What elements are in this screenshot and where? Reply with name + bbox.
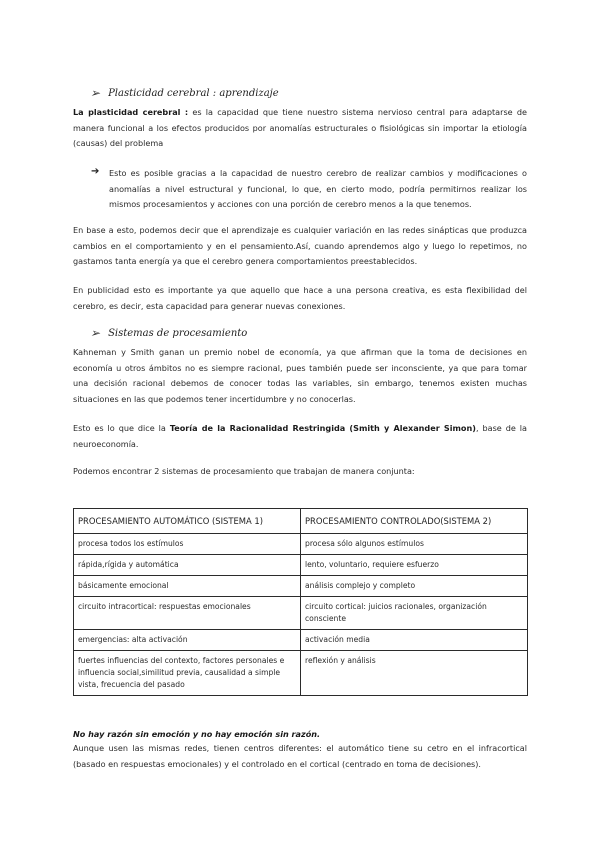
section-heading-processing: [90, 326, 247, 340]
header-system-1: PROCESAMIENTO AUTOMÁTICO (SISTEMA 1): [74, 509, 301, 534]
theory-name: Teoría de la Racionalidad Restringida (Smith y Alexander Simon): [169, 423, 476, 433]
table-cell: activación media: [301, 630, 528, 651]
table-cell: básicamente emocional: [74, 576, 301, 597]
definition-term: La plasticidad cerebral :: [73, 107, 189, 117]
arrow-bullet-icon: ➔: [91, 166, 100, 177]
table-cell: análisis complejo y completo: [301, 576, 528, 597]
table-row: [74, 651, 528, 696]
arrowhead-bullet-icon: ➢: [90, 86, 101, 100]
table-row: [74, 597, 528, 630]
table-row: [74, 534, 528, 555]
theory-text-pre: Esto es lo que dice la: [73, 423, 170, 433]
kahneman-paragraph: Kahneman y Smith ganan un premio nobel de economía, ya que afirman que la toma de decisiones en economía u otros ámbitos no es siempre racional, pues también puede ser inconsciente, ya que para tomar una decisión racional debemos de conocer todas las variables, sin embargo, tenemos existen muchas situaciones en las que podemos tener incertidumbre y no conocerlas.: [73, 347, 527, 404]
table-cell: reflexión y análisis: [301, 651, 528, 696]
theory-paragraph: [73, 421, 527, 452]
header-system-2: PROCESAMIENTO CONTROLADO(SISTEMA 2): [301, 509, 528, 534]
closing-quote-text: No hay razón sin emoción y no hay emoción sin razón.: [73, 729, 321, 739]
table-row: [74, 576, 528, 597]
table-cell: circuito cortical: juicios racionales, organización consciente: [301, 597, 528, 630]
systems-intro: Podemos encontrar 2 sistemas de procesamiento que trabajan de manera conjunta:: [73, 466, 415, 476]
bullet-paragraph: Esto es posible gracias a la capacidad de nuestro cerebro de realizar cambios y modificaciones o anomalías a nivel estructural y funcional, lo que, en cierto modo, podría permitirnos realizar los mismos procesamientos y acciones con una porción de cerebro menos a la que tenemos.: [109, 168, 527, 209]
section-heading-text: Plasticidad cerebral : aprendizaje: [108, 87, 279, 99]
definition-text: es la capacidad que tiene nuestro sistema nervioso central para adaptarse de manera funcional a los efectos producidos por anomalías estructurales o fisiológicas sin importar la etiología (causas) del problema: [73, 107, 527, 148]
table-cell: procesa sólo algunos estímulos: [301, 534, 528, 555]
table-header-row: [74, 509, 528, 534]
arrowhead-bullet-icon: ➢: [90, 326, 101, 340]
table-cell: procesa todos los estímulos: [74, 534, 301, 555]
theory-text-post: , base de la neuroeconomía.: [73, 423, 527, 449]
definition-paragraph: [73, 105, 527, 152]
section-heading-plasticity: [90, 86, 279, 100]
processing-systems-table: [73, 508, 528, 696]
table-cell: emergencias: alta activación: [74, 630, 301, 651]
table-row: [74, 555, 528, 576]
learning-paragraph: En base a esto, podemos decir que el aprendizaje es cualquier variación en las redes sinápticas que produzca cambios en el comportamiento y en el pensamiento.Así, cuando aprendemos algo y luego lo repetimos, no gastamos tanta energía ya que el cerebro genera comportamientos preestablecidos.: [73, 225, 527, 266]
table-cell: fuertes influencias del contexto, factores personales e influencia social,similitud previa, causalidad a simple vista, frecuencia del pasado: [74, 651, 301, 696]
closing-paragraph: Aunque usen las mismas redes, tienen centros diferentes: el automático tiene su cetro en el infracortical (basado en respuestas emocionales) y el controlado en el cortical (centrado en toma de decisiones).: [73, 743, 527, 769]
section-heading-text: Sistemas de procesamiento: [108, 327, 248, 339]
table-row: [74, 630, 528, 651]
table-cell: circuito intracortical: respuestas emocionales: [74, 597, 301, 630]
table-cell: rápida,rígida y automática: [74, 555, 301, 576]
advertising-paragraph: En publicidad esto es importante ya que aquello que hace a una persona creativa, es esta flexibilidad del cerebro, es decir, esta capacidad para generar nuevas conexiones.: [73, 285, 527, 311]
table-cell: lento, voluntario, requiere esfuerzo: [301, 555, 528, 576]
